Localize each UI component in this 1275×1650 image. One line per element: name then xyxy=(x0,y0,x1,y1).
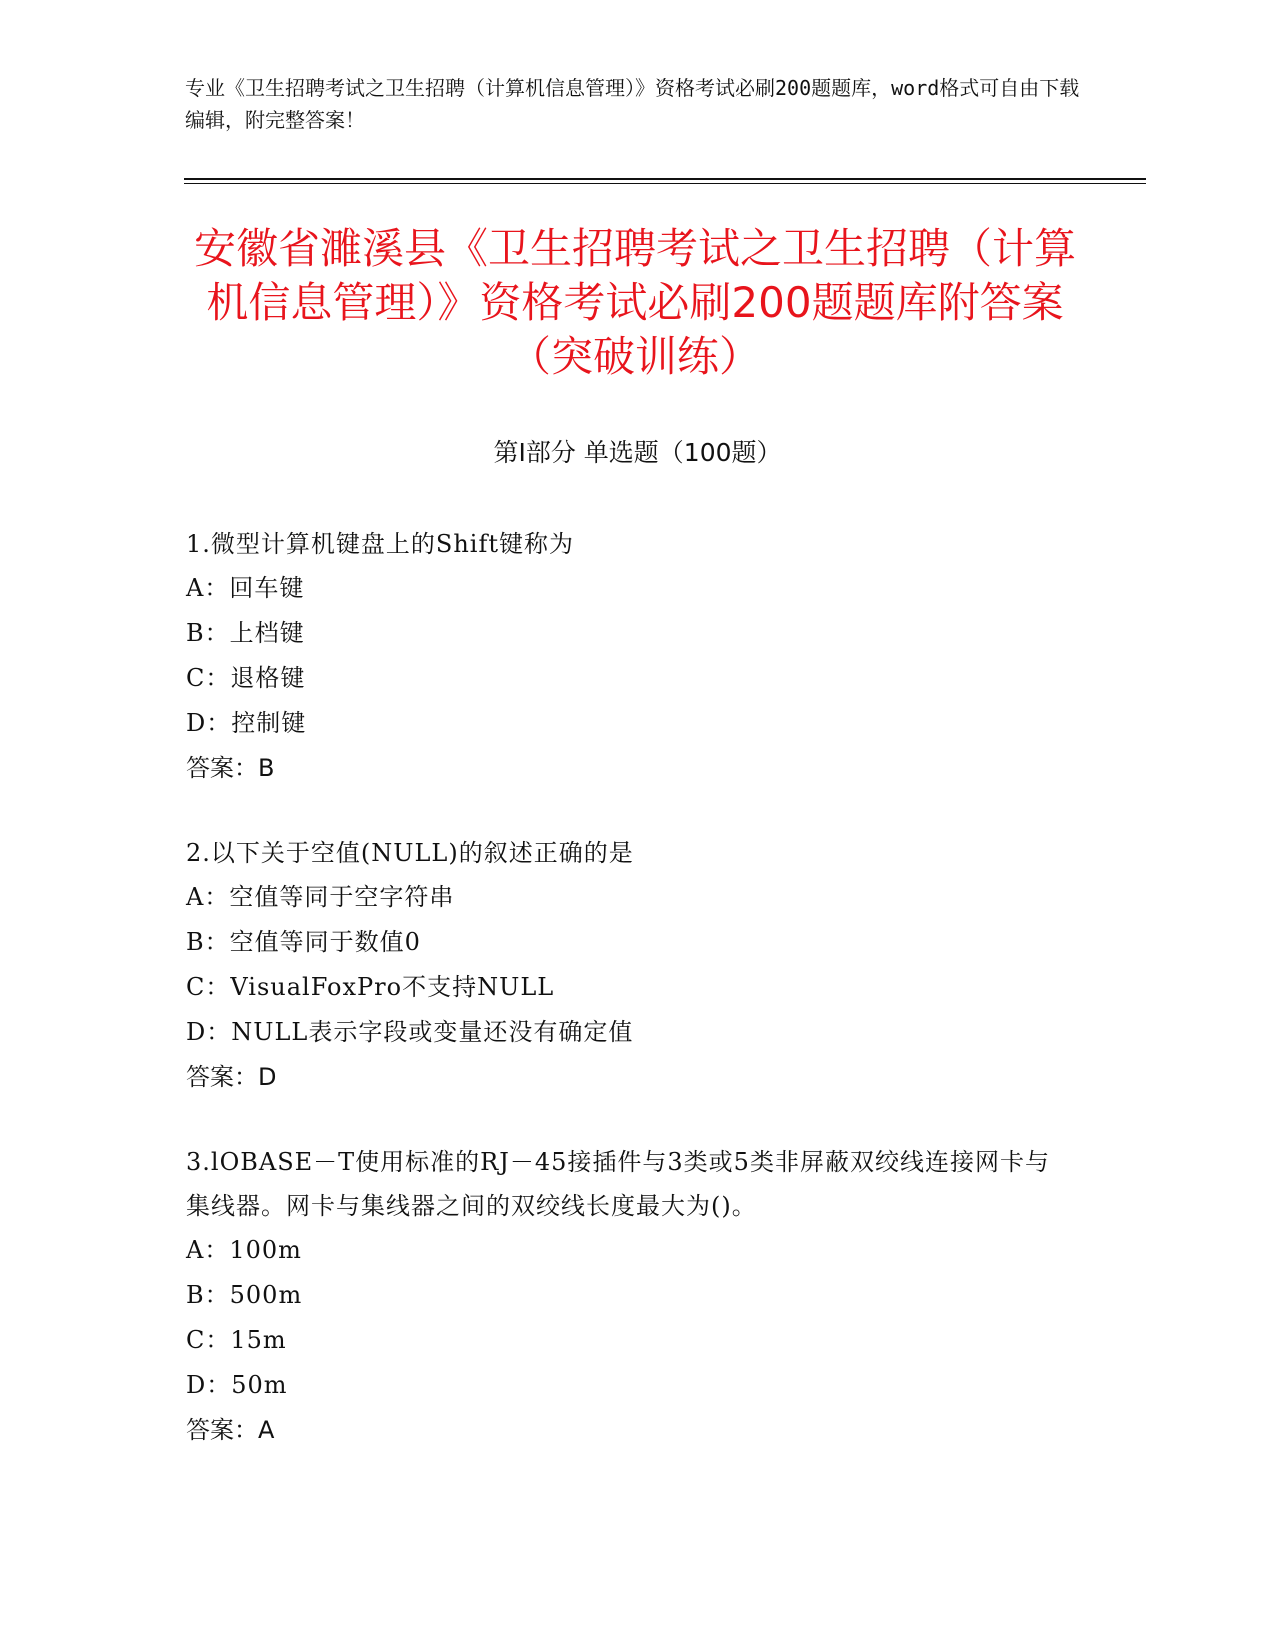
option-d: D：控制键 xyxy=(186,709,307,737)
option-b: B：500m xyxy=(186,1281,303,1309)
option-b: B：空值等同于数值0 xyxy=(186,928,421,956)
answer: 答案：B xyxy=(186,754,275,782)
header-divider xyxy=(184,178,1146,184)
question-stem: 1.微型计算机键盘上的Shift键称为 xyxy=(186,530,574,558)
option-c: C：退格键 xyxy=(186,664,306,692)
answer: 答案：D xyxy=(186,1063,277,1091)
question-stem: 3.lOBASE－T使用标准的RJ－45接插件与3类或5类非屏蔽双绞线连接网卡与集线器。网卡与集线器之间的双绞线长度最大为()。 xyxy=(186,1148,1050,1220)
question-2 xyxy=(186,831,1066,1100)
option-d: D：NULL表示字段或变量还没有确定值 xyxy=(186,1018,634,1046)
question-stem: 2.以下关于空值(NULL)的叙述正确的是 xyxy=(186,839,634,867)
question-list xyxy=(186,522,1066,1493)
document-title: 安徽省濉溪县《卫生招聘考试之卫生招聘（计算机信息管理）》资格考试必刷200题题库附答案（突破训练） xyxy=(193,224,1076,381)
answer: 答案：A xyxy=(186,1416,275,1444)
option-a: A：空值等同于空字符串 xyxy=(186,883,455,911)
option-a: A：回车键 xyxy=(186,574,305,602)
option-c: C：15m xyxy=(186,1326,287,1354)
option-d: D：50m xyxy=(186,1371,288,1399)
option-c: C：VisualFoxPro不支持NULL xyxy=(186,973,555,1001)
question-3 xyxy=(186,1140,1066,1453)
option-b: B：上档键 xyxy=(186,619,305,647)
header-note: 专业《卫生招聘考试之卫生招聘（计算机信息管理）》资格考试必刷200题题库，word格式可自由下载编辑，附完整答案！ xyxy=(185,76,1080,132)
option-a: A：100m xyxy=(186,1236,302,1264)
section-title: 第Ⅰ部分 单选题（100题） xyxy=(493,438,782,467)
question-1 xyxy=(186,522,1066,791)
